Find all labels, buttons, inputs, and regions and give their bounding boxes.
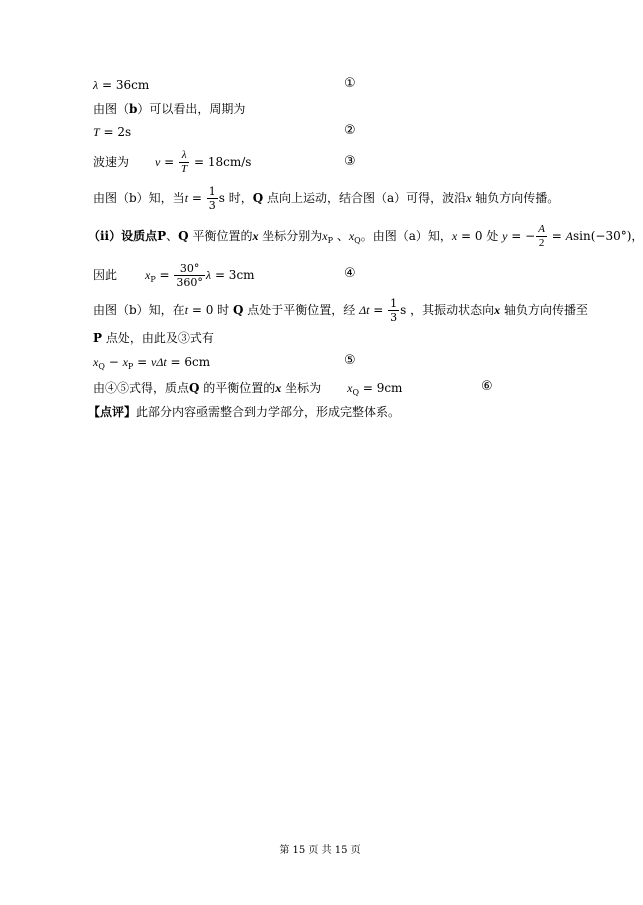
text: 点向上运动，结合图（a）可得，波沿 bbox=[263, 191, 467, 205]
text: 由图（ bbox=[93, 102, 130, 116]
text: 坐标分别为 bbox=[258, 229, 323, 243]
numerator: 1 bbox=[390, 297, 398, 310]
text: 、 bbox=[333, 229, 349, 243]
point-label: Q bbox=[252, 191, 264, 205]
equation-line-3 bbox=[93, 121, 131, 143]
fraction bbox=[536, 223, 547, 250]
text: 坐标为 bbox=[281, 381, 322, 395]
equation-number-5: ⑤ bbox=[344, 353, 356, 368]
text: = bbox=[547, 229, 566, 243]
text-line-5 bbox=[93, 184, 559, 212]
text: = 6cm bbox=[166, 355, 211, 369]
lambda-symbol: λ bbox=[205, 268, 212, 282]
equation-line-4 bbox=[93, 148, 251, 176]
subscript: Q bbox=[354, 236, 361, 245]
text-line-9 bbox=[93, 327, 214, 349]
text: = bbox=[155, 268, 174, 282]
comment-label: 【点评】 bbox=[88, 405, 137, 419]
point-label: P bbox=[93, 331, 103, 345]
lambda-symbol: λ bbox=[93, 78, 99, 92]
numerator: 1 bbox=[208, 185, 216, 198]
text: = 9cm bbox=[359, 381, 403, 395]
period-symbol: T bbox=[93, 125, 100, 139]
equation-number-4: ④ bbox=[344, 266, 356, 281]
text: 点处，由此及③式有 bbox=[102, 331, 214, 345]
numerator: 30° bbox=[174, 262, 205, 276]
equation-line-1 bbox=[93, 74, 149, 96]
x-symbol: x bbox=[451, 229, 458, 243]
text-line-11 bbox=[93, 377, 402, 399]
axis-symbol: x bbox=[275, 381, 282, 395]
text: = bbox=[188, 191, 206, 205]
x-symbol: x bbox=[145, 268, 151, 282]
denominator: T bbox=[181, 163, 188, 175]
fraction bbox=[174, 262, 205, 289]
equation-line-7 bbox=[93, 260, 255, 290]
subscript: P bbox=[127, 362, 134, 371]
x-symbol: x bbox=[347, 381, 353, 395]
text: ， bbox=[631, 229, 643, 243]
denominator: 3 bbox=[208, 199, 216, 212]
fraction bbox=[207, 185, 218, 212]
figure-label: b bbox=[129, 102, 138, 116]
time-symbol: t bbox=[184, 303, 189, 317]
velocity-symbol: v bbox=[150, 355, 157, 369]
equation-number-3: ③ bbox=[344, 154, 356, 169]
text: sin(−30°) bbox=[573, 229, 632, 243]
denominator: 3 bbox=[390, 311, 398, 324]
equation-number-2: ② bbox=[344, 123, 356, 138]
text: 由④⑤式得，质点 bbox=[93, 381, 190, 395]
equation-text: = 18cm/s bbox=[190, 155, 252, 169]
denominator: 2 bbox=[538, 237, 545, 249]
text: 时 bbox=[213, 303, 233, 317]
text: 轴负方向传播至 bbox=[500, 303, 588, 317]
x-symbol: x bbox=[122, 355, 128, 369]
delta-t-symbol: Δt bbox=[156, 355, 167, 369]
subscript: Q bbox=[352, 388, 360, 397]
velocity-symbol: v bbox=[155, 155, 161, 169]
text-line-8 bbox=[93, 296, 588, 324]
text: = 0 bbox=[188, 303, 214, 317]
amplitude-symbol: A bbox=[565, 229, 573, 243]
point-label: Q bbox=[233, 303, 244, 317]
page-footer: 第 15 页 共 15 页 bbox=[279, 845, 361, 856]
fraction bbox=[388, 297, 399, 324]
text: 、 bbox=[166, 229, 179, 243]
y-symbol: y bbox=[502, 229, 508, 243]
comment-line bbox=[88, 401, 400, 423]
axis-symbol: x bbox=[466, 191, 472, 205]
label: 波速为 bbox=[93, 155, 130, 169]
equation-number-1: ① bbox=[344, 76, 356, 91]
text: = bbox=[369, 303, 388, 317]
x-symbol: x bbox=[93, 355, 99, 369]
axis-symbol: x bbox=[494, 303, 501, 317]
text: − bbox=[104, 355, 123, 369]
numerator: λ bbox=[179, 149, 189, 163]
text-line-6 bbox=[88, 222, 643, 250]
x-symbol: x bbox=[348, 229, 355, 243]
text: 平衡位置的 bbox=[188, 229, 253, 243]
equation-number-6: ⑥ bbox=[481, 379, 493, 394]
text: ）可以看出，周期为 bbox=[137, 102, 246, 116]
text: 由图（b）知，在 bbox=[93, 303, 185, 317]
text: 点处于平衡位置，经 bbox=[243, 303, 360, 317]
text: = bbox=[133, 355, 151, 369]
text: = 0 处 bbox=[457, 229, 503, 243]
fraction bbox=[179, 149, 189, 176]
equation-text: = bbox=[160, 155, 179, 169]
equation-text: = 2s bbox=[99, 125, 132, 139]
text: 的平衡位置的 bbox=[199, 381, 276, 395]
point-label: Q bbox=[189, 381, 200, 395]
numerator: A bbox=[538, 223, 545, 235]
point-label: P bbox=[157, 229, 167, 243]
delta-t-symbol: Δt bbox=[359, 303, 370, 317]
text: 。由图（a）知， bbox=[360, 229, 452, 243]
text: s 时， bbox=[218, 191, 253, 205]
point-label: Q bbox=[178, 229, 189, 243]
time-symbol: t bbox=[184, 191, 189, 205]
denominator: 360° bbox=[176, 276, 203, 289]
subscript: P bbox=[150, 275, 156, 284]
text: s ，其振动状态向 bbox=[400, 303, 495, 317]
text: 轴负方向传播。 bbox=[471, 191, 560, 205]
comment-text: 此部分内容亟需整合到力学部分，形成完整体系。 bbox=[136, 405, 401, 419]
equation-text: = 36cm bbox=[98, 78, 150, 92]
subscript: P bbox=[327, 236, 333, 245]
text: （ii）设质点 bbox=[88, 229, 158, 243]
axis-symbol: x bbox=[252, 229, 259, 243]
text: 由图（b）知，当 bbox=[93, 191, 185, 205]
equation-line-10 bbox=[93, 351, 210, 373]
text: = 3cm bbox=[211, 268, 255, 282]
label: 因此 bbox=[93, 268, 118, 282]
x-symbol: x bbox=[322, 229, 328, 243]
text: = − bbox=[507, 229, 536, 243]
subscript: Q bbox=[98, 362, 105, 371]
text-line-2 bbox=[93, 98, 245, 120]
